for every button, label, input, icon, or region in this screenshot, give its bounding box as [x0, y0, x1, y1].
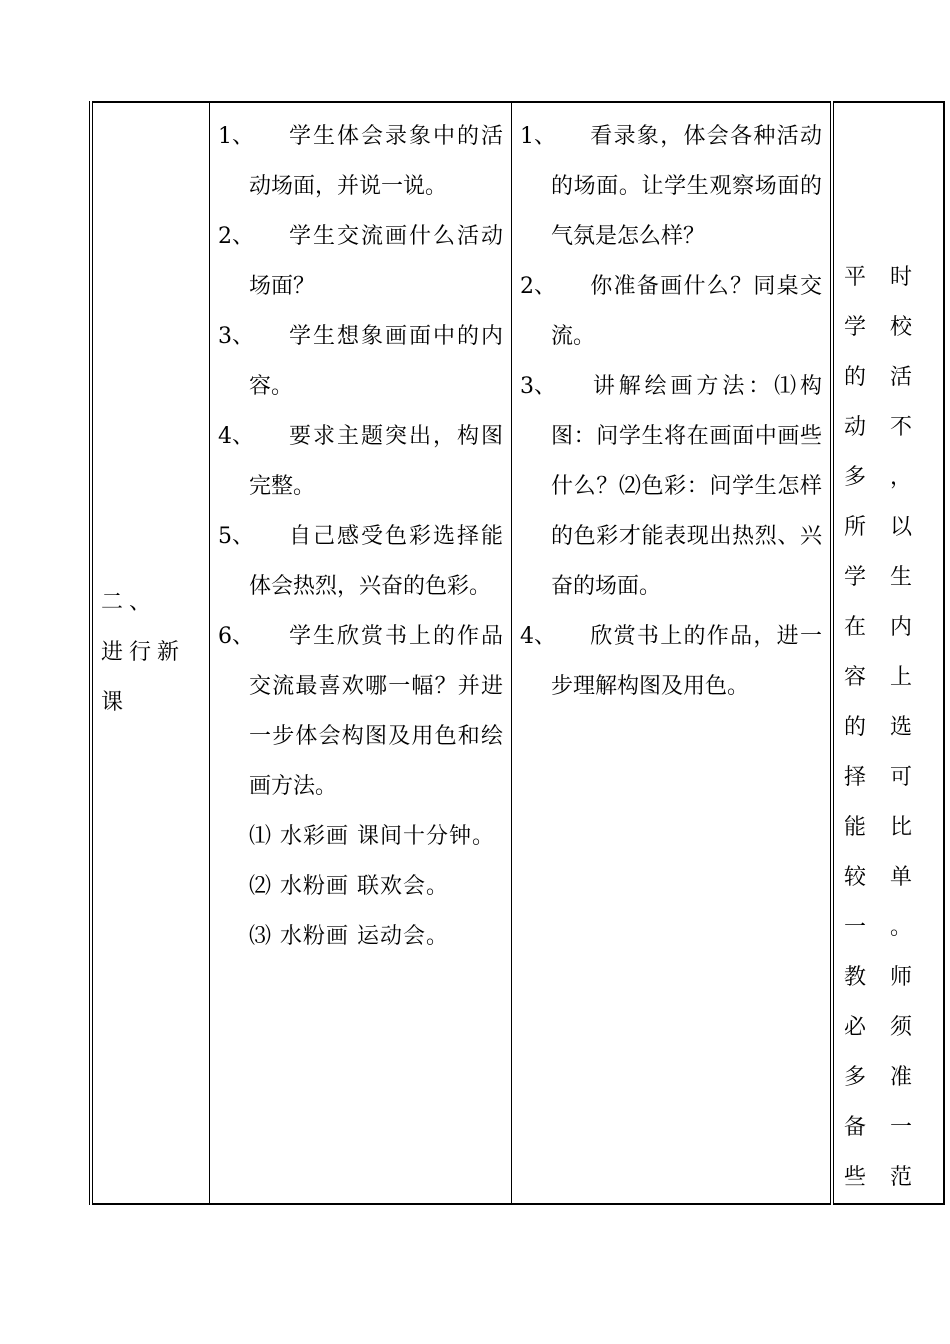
stage-number: 二、 — [101, 590, 158, 615]
item-number: 1、 — [218, 124, 254, 149]
example-item: ⑴ 水彩画 课间十分钟。 — [249, 824, 495, 849]
item-text: 学生交流画什么活动场面？ — [249, 224, 503, 299]
list-item — [520, 112, 822, 262]
item-number: 4、 — [520, 624, 556, 649]
item-text: 欣赏书上的作品，进一步理解构图及用色。 — [551, 624, 822, 699]
note-text: 平时学校的活动不多，所以学生在内容上的选择可能比较单一。教师必须多准备一些范 — [844, 265, 937, 1190]
list-item — [520, 262, 822, 362]
table-row — [91, 102, 944, 1204]
list-item — [218, 212, 503, 312]
item-number: 2、 — [520, 274, 556, 299]
item-text: 看录象，体会各种活动的场面。让学生观察场面的气氛是怎么样？ — [551, 124, 822, 249]
list-item — [218, 112, 503, 212]
list-item — [520, 362, 822, 612]
teacher-activities-cell — [512, 102, 833, 1204]
item-text: 学生想象画面中的内容。 — [249, 324, 503, 399]
list-item — [218, 612, 503, 812]
list-item — [218, 512, 503, 612]
item-text: 学生欣赏书上的作品交流最喜欢哪一幅？并进一步体会构图及用色和绘画方法。 — [249, 624, 503, 799]
note-cell — [832, 102, 944, 1204]
item-number: 1、 — [520, 124, 556, 149]
item-text: 你准备画什么？同桌交流。 — [551, 274, 822, 349]
student-activities-cell — [210, 102, 512, 1204]
example-item: ⑵ 水粉画 联欢会。 — [249, 874, 449, 899]
stage-cell — [91, 102, 210, 1204]
item-number: 3、 — [218, 324, 254, 349]
item-number: 4、 — [218, 424, 254, 449]
item-text: 学生体会录象中的活动场面，并说一说。 — [249, 124, 503, 199]
item-number: 6、 — [218, 624, 254, 649]
list-item — [218, 412, 503, 512]
item-number: 3、 — [520, 374, 556, 399]
stage-title: 进行新课 — [101, 640, 186, 715]
item-text: 讲解绘画方法：⑴构图：问学生将在画面中画些什么？⑵色彩：问学生怎样的色彩才能表现出热烈、兴奋的场面。 — [551, 374, 822, 599]
item-text: 要求主题突出，构图完整。 — [249, 424, 503, 499]
example-item: ⑶ 水粉画 运动会。 — [249, 924, 449, 949]
item-number: 2、 — [218, 224, 254, 249]
lesson-plan-table — [89, 101, 945, 1205]
item-text: 自己感受色彩选择能体会热烈，兴奋的色彩。 — [249, 524, 503, 599]
list-item — [520, 612, 822, 712]
list-item — [218, 312, 503, 412]
item-number: 5、 — [218, 524, 254, 549]
